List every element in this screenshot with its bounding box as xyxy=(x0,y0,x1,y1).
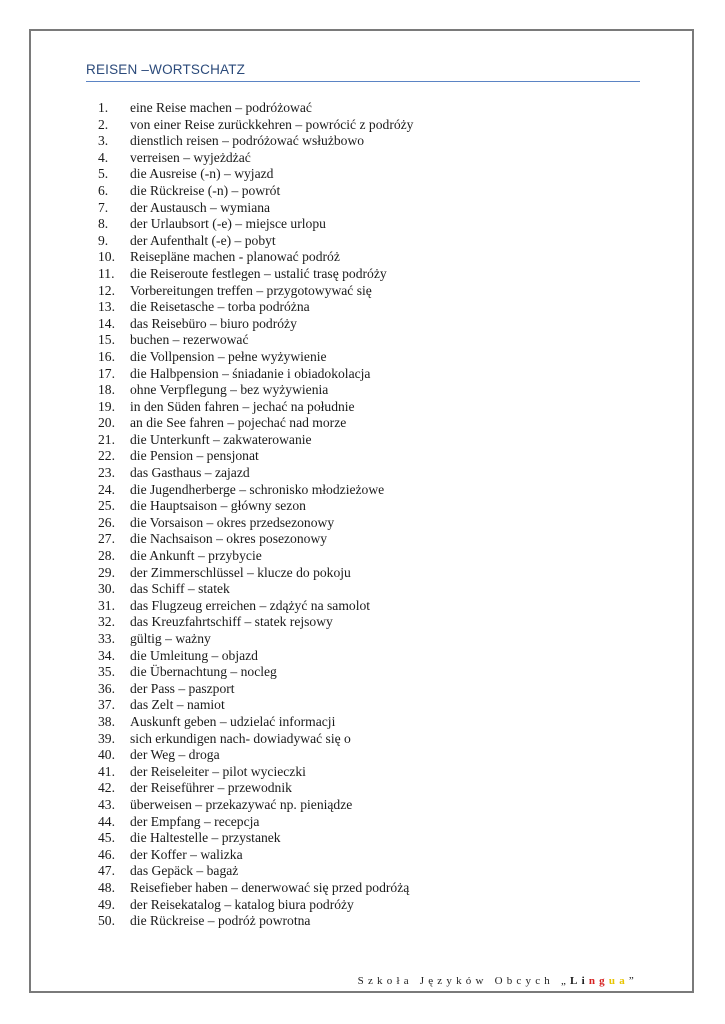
item-number: 12. xyxy=(98,282,115,298)
item-number: 24. xyxy=(98,481,115,497)
list-item xyxy=(98,166,413,183)
item-number: 33. xyxy=(98,631,115,646)
list-item xyxy=(98,614,413,631)
brand-letter: L xyxy=(570,975,582,987)
item-number: 49. xyxy=(98,896,115,912)
item-text: die Rückreise (-n) – powrót xyxy=(130,182,281,198)
item-number: 43. xyxy=(98,796,115,812)
item-number: 38. xyxy=(98,713,115,729)
list-item xyxy=(98,847,413,864)
item-text: von einer Reise zurückkehren – powrócić z podróży xyxy=(130,116,414,132)
item-text: Auskunft geben – udzielać informacji xyxy=(130,713,336,729)
list-item xyxy=(98,332,413,349)
list-item xyxy=(98,814,413,831)
item-text: Reisefieber haben – denerwować się przed podróżą xyxy=(130,879,410,895)
item-text: der Pass – paszport xyxy=(130,680,235,696)
item-text: die Jugendherberge – schronisko młodzieżowe xyxy=(130,481,385,497)
item-number: 37. xyxy=(98,697,115,713)
list-item xyxy=(98,349,413,366)
item-number: 34. xyxy=(98,647,115,663)
item-text: die Umleitung – objazd xyxy=(130,647,258,663)
item-number: 19. xyxy=(98,398,115,414)
item-number: 29. xyxy=(98,564,115,580)
brand-letter: u xyxy=(608,975,620,987)
item-number: 18. xyxy=(98,382,115,398)
list-item xyxy=(98,531,413,548)
item-text: das Kreuzfahrtschiff – statek rejsowy xyxy=(130,614,333,630)
item-text: verreisen – wyjeżdżać xyxy=(130,149,251,165)
list-item xyxy=(98,565,413,582)
list-item xyxy=(98,200,413,217)
item-number: 1. xyxy=(98,100,109,115)
brand-letter: n xyxy=(588,975,600,987)
item-number: 17. xyxy=(98,365,115,381)
item-text: die Nachsaison – okres posezonowy xyxy=(130,531,328,547)
item-text: die Vorsaison – okres przedsezonowy xyxy=(130,514,335,530)
list-item xyxy=(98,581,413,598)
item-number: 2. xyxy=(98,116,109,132)
item-number: 20. xyxy=(98,415,115,431)
item-text: überweisen – przekazywać np. pieniądze xyxy=(130,796,353,812)
item-text: der Austausch – wymiana xyxy=(130,199,271,215)
item-number: 23. xyxy=(98,465,115,481)
item-number: 10. xyxy=(98,249,115,265)
item-number: 4. xyxy=(98,149,109,165)
item-number: 9. xyxy=(98,232,109,248)
list-item xyxy=(98,897,413,914)
item-text: der Zimmerschlüssel – klucze do pokoju xyxy=(130,564,351,580)
item-text: Vorbereitungen treffen – przygotowywać się xyxy=(130,282,372,298)
list-item xyxy=(98,664,413,681)
list-item xyxy=(98,415,413,432)
list-item xyxy=(98,382,413,399)
item-text: die Hauptsaison – główny sezon xyxy=(130,498,306,514)
list-item xyxy=(98,797,413,814)
item-number: 22. xyxy=(98,448,115,464)
item-text: die Reiseroute festlegen – ustalić trasę podróży xyxy=(130,265,387,281)
item-text: die Reisetasche – torba podróżna xyxy=(130,299,310,315)
title-underline xyxy=(86,81,640,82)
item-text: die Übernachtung – nocleg xyxy=(130,664,277,680)
item-number: 50. xyxy=(98,913,115,929)
item-text: die Vollpension – pełne wyżywienie xyxy=(130,348,327,364)
list-item xyxy=(98,150,413,167)
list-item xyxy=(98,714,413,731)
item-number: 13. xyxy=(98,299,115,315)
brand-letter: a xyxy=(619,975,629,987)
item-text: ohne Verpflegung – bez wyżywienia xyxy=(130,382,329,398)
item-number: 44. xyxy=(98,813,115,829)
item-number: 21. xyxy=(98,431,115,447)
list-item xyxy=(98,249,413,266)
item-text: gültig – ważny xyxy=(130,631,211,646)
item-number: 36. xyxy=(98,680,115,696)
item-text: der Aufenthalt (-e) – pobyt xyxy=(130,232,276,248)
list-item xyxy=(98,448,413,465)
item-text: der Weg – droga xyxy=(130,747,220,763)
footer-suffix: ” xyxy=(628,975,638,987)
item-text: die Haltestelle – przystanek xyxy=(130,830,281,846)
item-number: 5. xyxy=(98,166,109,182)
item-number: 47. xyxy=(98,863,115,879)
item-number: 42. xyxy=(98,780,115,796)
list-item xyxy=(98,316,413,333)
item-text: an die See fahren – pojechać nad morze xyxy=(130,415,347,431)
list-item xyxy=(98,548,413,565)
item-text: eine Reise machen – podróżować xyxy=(130,100,312,115)
list-item xyxy=(98,880,413,897)
item-number: 7. xyxy=(98,199,109,215)
list-item xyxy=(98,482,413,499)
list-item xyxy=(98,681,413,698)
item-number: 48. xyxy=(98,879,115,895)
item-text: sich erkundigen nach- dowiadywać się o xyxy=(130,730,351,746)
brand-letter: g xyxy=(599,975,609,987)
item-text: in den Süden fahren – jechać na południe xyxy=(130,398,355,414)
item-text: der Empfang – recepcja xyxy=(130,813,260,829)
list-item xyxy=(98,631,413,648)
list-item xyxy=(98,747,413,764)
list-item xyxy=(98,432,413,449)
item-number: 25. xyxy=(98,498,115,514)
item-text: der Reiseleiter – pilot wycieczki xyxy=(130,763,306,779)
item-number: 15. xyxy=(98,332,115,348)
item-text: der Reiseführer – przewodnik xyxy=(130,780,292,796)
list-item xyxy=(98,299,413,316)
list-item xyxy=(98,100,413,117)
list-item xyxy=(98,266,413,283)
item-text: das Schiff – statek xyxy=(130,581,230,597)
item-text: das Gasthaus – zajazd xyxy=(130,465,250,481)
item-text: die Rückreise – podróż powrotna xyxy=(130,913,311,929)
list-item xyxy=(98,117,413,134)
list-item xyxy=(98,283,413,300)
list-item xyxy=(98,133,413,150)
item-number: 35. xyxy=(98,664,115,680)
list-item xyxy=(98,366,413,383)
list-item xyxy=(98,598,413,615)
item-number: 41. xyxy=(98,763,115,779)
item-text: das Flugzeug erreichen – zdążyć na samolot xyxy=(130,597,371,613)
list-item xyxy=(98,233,413,250)
footer-prefix: Szkoła Języków Obcych „ xyxy=(357,975,571,987)
item-text: die Unterkunft – zakwaterowanie xyxy=(130,431,312,447)
item-number: 30. xyxy=(98,581,115,597)
list-item xyxy=(98,183,413,200)
list-item xyxy=(98,697,413,714)
item-number: 3. xyxy=(98,133,109,149)
list-item xyxy=(98,515,413,532)
list-item xyxy=(98,764,413,781)
list-item xyxy=(98,863,413,880)
page-title: REISEN –WORTSCHATZ xyxy=(86,62,246,77)
brand-letter: i xyxy=(581,975,589,987)
item-number: 27. xyxy=(98,531,115,547)
item-text: die Pension – pensjonat xyxy=(130,448,259,464)
list-item xyxy=(98,498,413,515)
item-number: 45. xyxy=(98,830,115,846)
list-item xyxy=(98,731,413,748)
item-number: 28. xyxy=(98,548,115,564)
vocabulary-list xyxy=(98,100,413,930)
list-item xyxy=(98,216,413,233)
item-text: die Ausreise (-n) – wyjazd xyxy=(130,166,274,182)
footer-school-name xyxy=(358,975,638,987)
item-number: 8. xyxy=(98,216,109,232)
item-text: buchen – rezerwować xyxy=(130,332,249,348)
item-number: 26. xyxy=(98,514,115,530)
item-number: 6. xyxy=(98,182,109,198)
item-number: 40. xyxy=(98,747,115,763)
list-item xyxy=(98,648,413,665)
list-item xyxy=(98,465,413,482)
item-number: 32. xyxy=(98,614,115,630)
item-number: 11. xyxy=(98,265,115,281)
item-text: der Reisekatalog – katalog biura podróży xyxy=(130,896,354,912)
item-text: der Koffer – walizka xyxy=(130,846,243,862)
item-text: dienstlich reisen – podróżować wsłużbowo xyxy=(130,133,365,149)
item-text: das Gepäck – bagaż xyxy=(130,863,239,879)
list-item xyxy=(98,830,413,847)
item-number: 31. xyxy=(98,597,115,613)
list-item xyxy=(98,399,413,416)
item-number: 39. xyxy=(98,730,115,746)
item-text: die Ankunft – przybycie xyxy=(130,548,262,564)
item-text: Reisepläne machen - planować podróż xyxy=(130,249,340,265)
item-number: 16. xyxy=(98,348,115,364)
item-number: 46. xyxy=(98,846,115,862)
list-item xyxy=(98,913,413,930)
item-text: der Urlaubsort (-e) – miejsce urlopu xyxy=(130,216,326,232)
item-number: 14. xyxy=(98,315,115,331)
item-text: das Reisebüro – biuro podróży xyxy=(130,315,297,331)
item-text: die Halbpension – śniadanie i obiadokolacja xyxy=(130,365,371,381)
list-item xyxy=(98,780,413,797)
item-text: das Zelt – namiot xyxy=(130,697,225,713)
